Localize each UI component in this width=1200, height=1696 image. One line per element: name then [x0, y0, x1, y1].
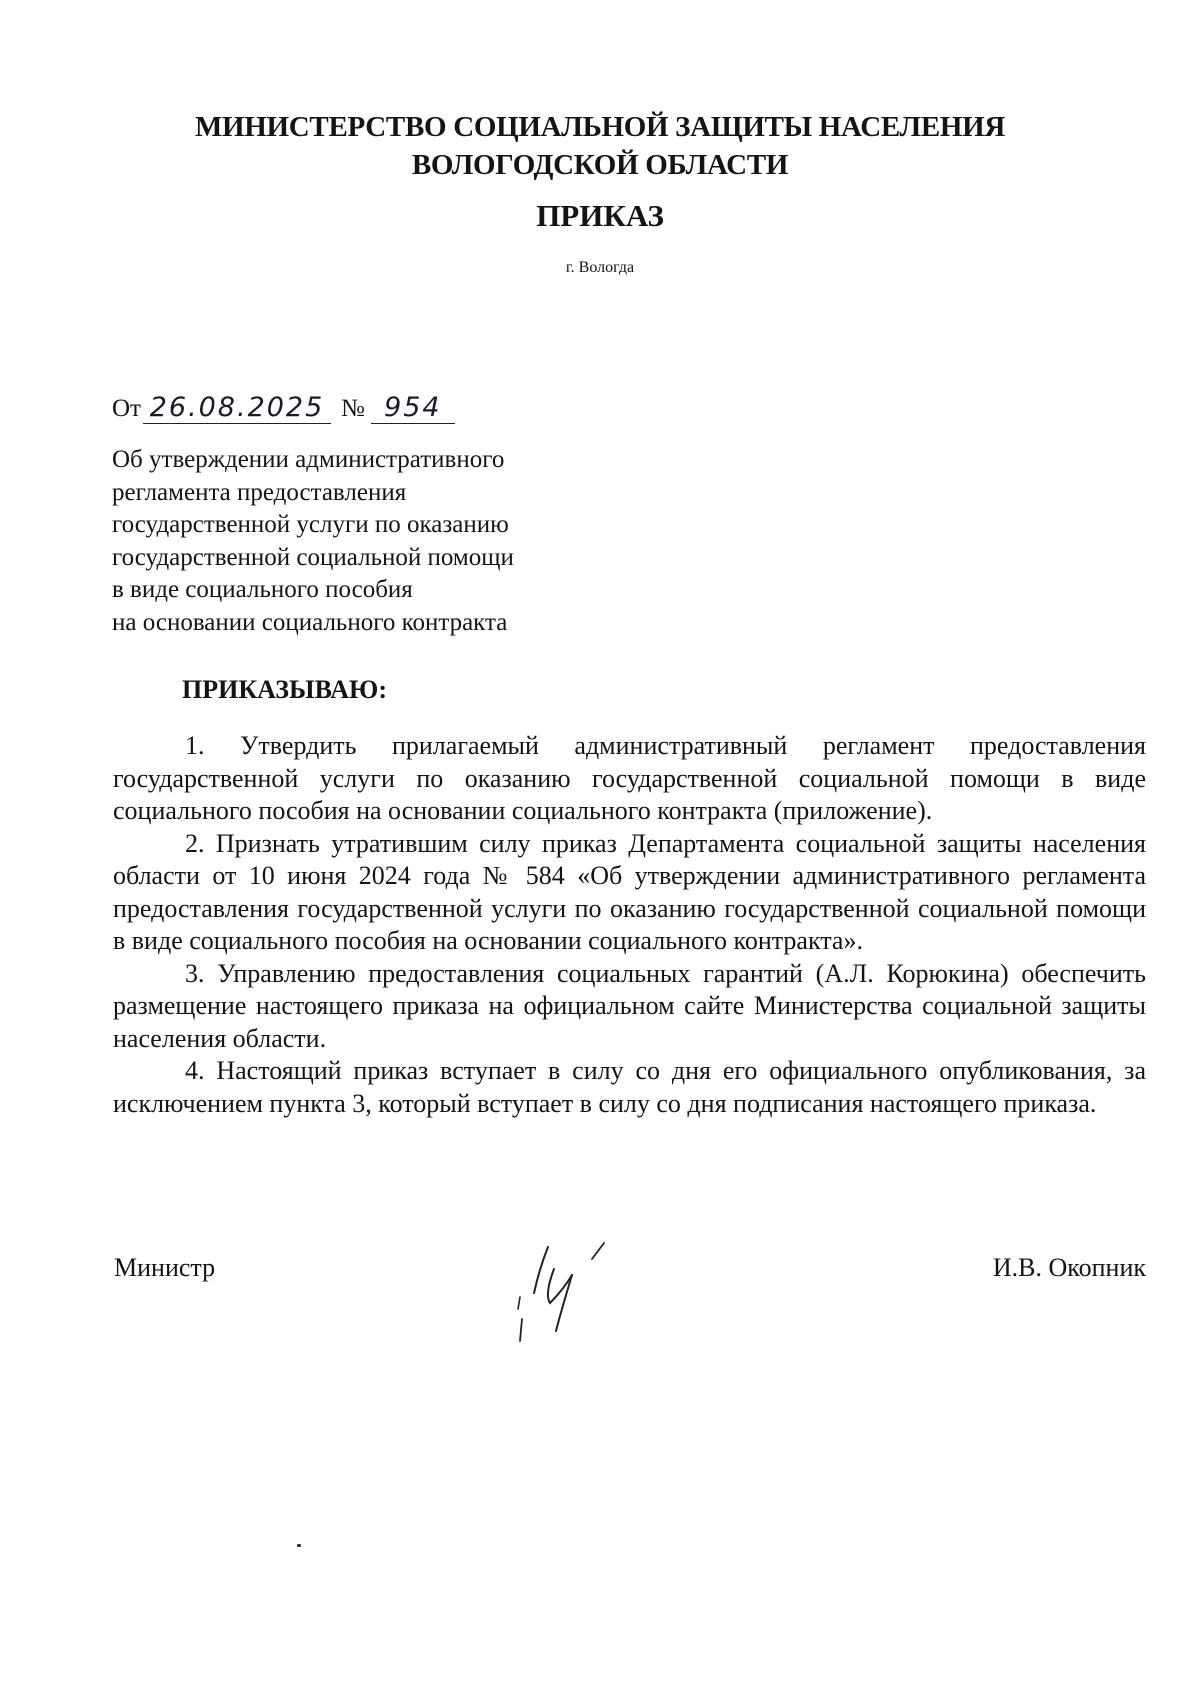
signatory-title: Министр: [114, 1253, 216, 1282]
ministry-title-line-1: МИНИСТЕРСТВО СОЦИАЛЬНОЙ ЗАЩИТЫ НАСЕЛЕНИЯ: [194, 111, 1006, 143]
registration-line: [112, 393, 455, 424]
subject-line: государственной социальной помощи: [112, 543, 514, 571]
subject-line: Об утверждении административного: [112, 446, 505, 473]
date-prefix: От: [112, 395, 141, 422]
subject-line: в виде социального пособия: [112, 576, 413, 603]
handwritten-signature: [508, 1235, 668, 1375]
signatory-name: И.В. Окопник: [992, 1253, 1146, 1282]
order-paragraph-2: 2. Признать утратившим силу приказ Департамента социальной защиты населения области от 10 июня 2024 года № 584 «Об утверждении административного регламента предоставления государственной услуги по оказанию государственной социальной помощи в виде социального пособия на основании социального контракта».: [113, 828, 1146, 955]
ministry-title-line-2: ВОЛОГОДСКОЙ ОБЛАСТИ: [411, 149, 789, 181]
date-handwritten: 26.08.2025: [143, 393, 331, 424]
order-directive: ПРИКАЗЫВАЮ:: [182, 675, 387, 704]
city: г. Вологда: [565, 259, 635, 276]
order-subject: [112, 444, 592, 639]
number-handwritten: 954: [371, 393, 455, 424]
subject-line: регламента предоставления: [112, 478, 407, 506]
subject-line: государственной услуги по оказанию: [112, 511, 509, 538]
order-paragraph-3: 3. Управлению предоставления социальных гарантий (А.Л. Корюкина) обеспечить размещение настоящего приказа на официальном сайте Министерства социальной защиты населения области.: [113, 958, 1146, 1053]
scan-speck: [297, 1544, 301, 1547]
document-type: ПРИКАЗ: [536, 198, 664, 233]
subject-line: на основании социального контракта: [112, 608, 508, 636]
number-sign: №: [340, 395, 365, 422]
order-paragraph-1: 1. Утвердить прилагаемый административный регламент предоставления государственной услуги по оказанию государственной социальной помощи в виде социального пособия на основании социального контракта (приложение).: [113, 731, 1146, 825]
ministry-title: [0, 108, 1200, 184]
order-body: [113, 730, 1146, 1120]
order-paragraph-4: 4. Настоящий приказ вступает в силу со дня его официального опубликования, за исключением пункта 3, который вступает в силу со дня подписания настоящего приказа.: [113, 1056, 1146, 1118]
